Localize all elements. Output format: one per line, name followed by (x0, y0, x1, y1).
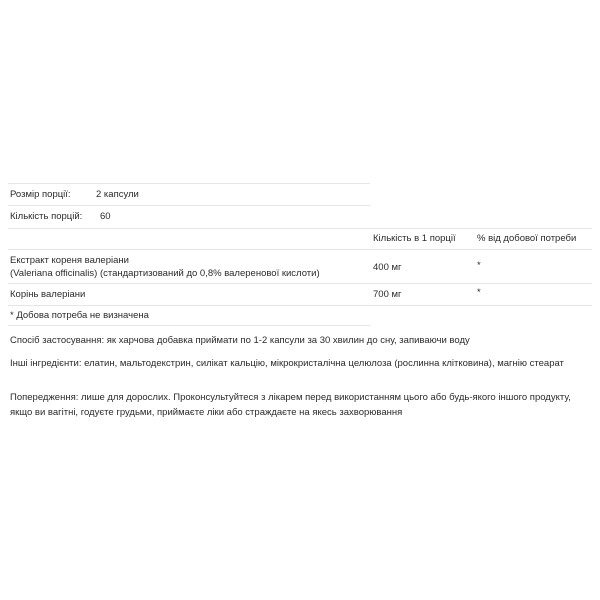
ingredient-name: Корінь валеріани (10, 289, 86, 300)
servings-count-value: 60 (100, 211, 111, 222)
ingredient-amount: 400 мг (373, 262, 402, 273)
divider (8, 249, 592, 250)
warning-text: Попередження: лише для дорослих. Проконсультуйтеся з лікарем перед використанням цього або будь-якого іншого продукту, якщо ви вагітні, годуєте грудьми, приймаєте ліки або страждаєте на якесь захворювання (10, 392, 571, 418)
divider (8, 325, 370, 326)
serving-size-value: 2 капсули (96, 189, 139, 200)
divider (8, 305, 592, 306)
other-ingredients-text: Інші інгредієнти: елатин, мальтодекстрин, силікат кальцію, мікрокристалічна целюлоза (рослинна клітковина), магнію стеарат (10, 358, 564, 369)
servings-count-label: Кількість порцій: (10, 211, 83, 222)
header-amount: Кількість в 1 порції (373, 233, 456, 244)
divider (8, 205, 370, 206)
serving-size-label: Розмір порції: (10, 189, 71, 200)
ingredient-dv: * (477, 260, 481, 271)
ingredient-name: Екстракт кореня валеріани (10, 255, 129, 266)
footnote: * Добова потреба не визначена (10, 310, 149, 321)
ingredient-detail: (Valeriana officinalis) (стандартизований до 0,8% валеренової кислоти) (10, 268, 320, 279)
header-daily-value: % від добової потреби (477, 233, 577, 244)
divider (8, 228, 592, 229)
usage-text: Спосіб застосування: як харчова добавка приймати по 1-2 капсули за 30 хвилин до сну, запиваючи воду (10, 335, 470, 346)
ingredient-amount: 700 мг (373, 289, 402, 300)
divider (8, 283, 592, 284)
divider (8, 183, 370, 184)
ingredient-dv: * (477, 287, 481, 298)
